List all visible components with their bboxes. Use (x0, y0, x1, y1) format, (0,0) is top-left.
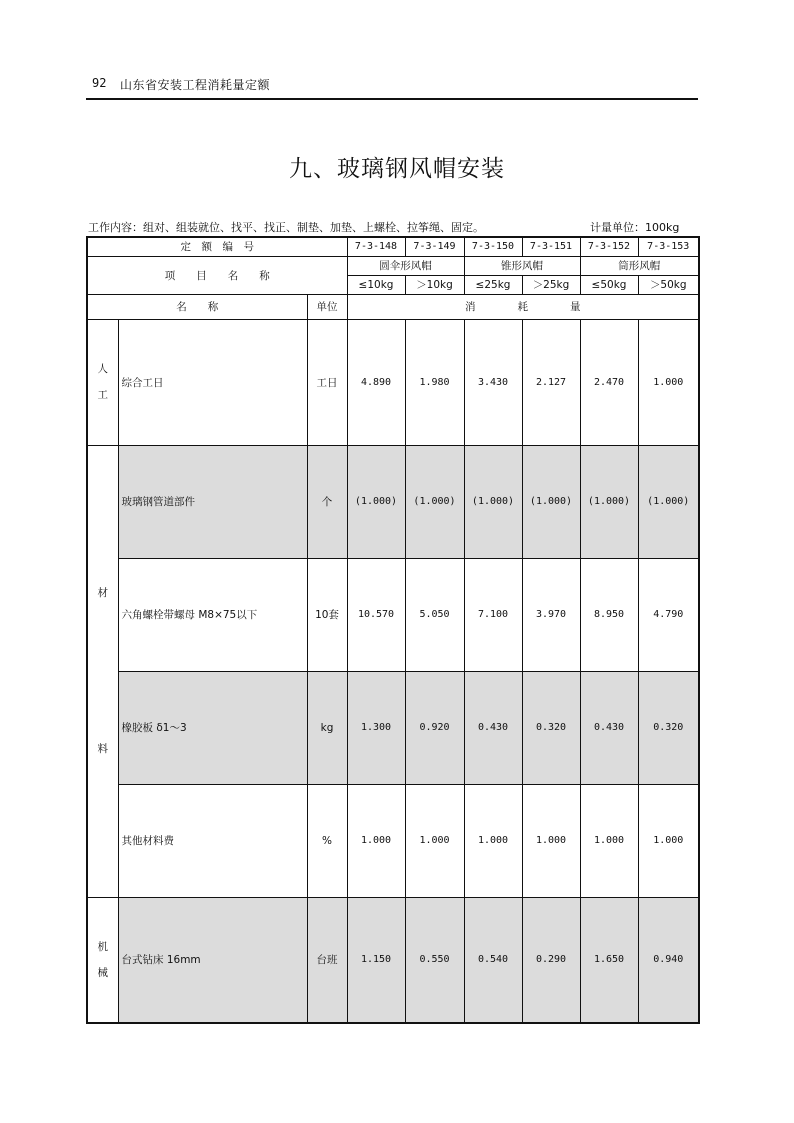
header-rule (86, 98, 698, 100)
value-cell: 0.290 (522, 897, 580, 1023)
value-cell: 7.100 (464, 558, 522, 671)
group-row (87, 256, 699, 275)
value-cell: 0.320 (638, 671, 699, 784)
item-name: 台式钻床 16mm (118, 897, 307, 1023)
item-name: 玻璃钢管道部件 (118, 445, 307, 558)
value-cell: 1.000 (522, 784, 580, 897)
value-cell: (1.000) (347, 445, 405, 558)
quota-code: 7-3-150 (464, 237, 522, 256)
value-cell: 8.950 (580, 558, 638, 671)
spec-label: ≤50kg (580, 275, 638, 294)
spec-label: ＞10kg (405, 275, 464, 294)
value-cell: 1.000 (347, 784, 405, 897)
item-unit: 台班 (307, 897, 347, 1023)
quota-table (86, 236, 700, 1024)
table-row (87, 784, 699, 897)
value-cell: (1.000) (638, 445, 699, 558)
group-label: 圆伞形风帽 (347, 256, 464, 275)
table-row (87, 897, 699, 1023)
table-row (87, 445, 699, 558)
item-name: 橡胶板 δ1～3 (118, 671, 307, 784)
category-material: 材 料 (87, 445, 118, 897)
measure-unit: 计量单位：100kg (590, 221, 680, 234)
value-cell: 1.000 (580, 784, 638, 897)
quota-code: 7-3-153 (638, 237, 699, 256)
value-cell: 10.570 (347, 558, 405, 671)
group-label: 锥形风帽 (464, 256, 580, 275)
value-cell: 2.127 (522, 319, 580, 445)
unit-column-header: 单位 (307, 294, 347, 319)
value-cell: 0.540 (464, 897, 522, 1023)
value-cell: 1.650 (580, 897, 638, 1023)
category-labor: 人 工 (87, 319, 118, 445)
value-cell: 0.920 (405, 671, 464, 784)
value-cell: 3.430 (464, 319, 522, 445)
section-title: 九、玻璃钢风帽安装 (289, 156, 505, 182)
value-cell: (1.000) (405, 445, 464, 558)
table-row (87, 558, 699, 671)
table-row (87, 319, 699, 445)
quota-label: 定 额 编 号 (87, 237, 347, 256)
item-unit: % (307, 784, 347, 897)
item-name: 综合工日 (118, 319, 307, 445)
value-cell: 0.430 (580, 671, 638, 784)
table-row (87, 671, 699, 784)
value-cell: 1.000 (405, 784, 464, 897)
work-content: 工作内容：组对、组装就位、找平、找正、制垫、加垫、上螺栓、拉筝绳、固定。 (88, 221, 484, 234)
value-cell: 1.300 (347, 671, 405, 784)
item-unit: 10套 (307, 558, 347, 671)
spec-label: ≤25kg (464, 275, 522, 294)
item-name: 其他材料费 (118, 784, 307, 897)
value-cell: (1.000) (522, 445, 580, 558)
value-cell: 5.050 (405, 558, 464, 671)
spec-label: ＞25kg (522, 275, 580, 294)
item-unit: 工日 (307, 319, 347, 445)
category-machine: 机 械 (87, 897, 118, 1023)
consumption-column-header: 消 耗 量 (347, 294, 699, 319)
quota-code: 7-3-151 (522, 237, 580, 256)
value-cell: 3.970 (522, 558, 580, 671)
value-cell: 0.940 (638, 897, 699, 1023)
quota-code: 7-3-152 (580, 237, 638, 256)
value-cell: 1.000 (638, 319, 699, 445)
value-cell: 0.320 (522, 671, 580, 784)
quota-code: 7-3-148 (347, 237, 405, 256)
value-cell: 0.550 (405, 897, 464, 1023)
value-cell: 0.430 (464, 671, 522, 784)
group-label: 筒形风帽 (580, 256, 699, 275)
value-cell: 4.890 (347, 319, 405, 445)
value-cell: 1.000 (464, 784, 522, 897)
value-cell: 1.980 (405, 319, 464, 445)
value-cell: 2.470 (580, 319, 638, 445)
page-number: 92 (92, 76, 107, 90)
item-unit: 个 (307, 445, 347, 558)
item-label: 项 目 名 称 (87, 256, 347, 294)
column-header-row (87, 294, 699, 319)
name-column-header: 名 称 (87, 294, 307, 319)
value-cell: 4.790 (638, 558, 699, 671)
quota-code-row (87, 237, 699, 256)
value-cell: (1.000) (464, 445, 522, 558)
quota-code: 7-3-149 (405, 237, 464, 256)
item-unit: kg (307, 671, 347, 784)
book-title: 山东省安装工程消耗量定额 (120, 78, 271, 92)
value-cell: 1.150 (347, 897, 405, 1023)
spec-label: ≤10kg (347, 275, 405, 294)
page-header (86, 72, 698, 100)
value-cell: (1.000) (580, 445, 638, 558)
value-cell: 1.000 (638, 784, 699, 897)
spec-label: ＞50kg (638, 275, 699, 294)
item-name: 六角螺栓带螺母 M8×75以下 (118, 558, 307, 671)
